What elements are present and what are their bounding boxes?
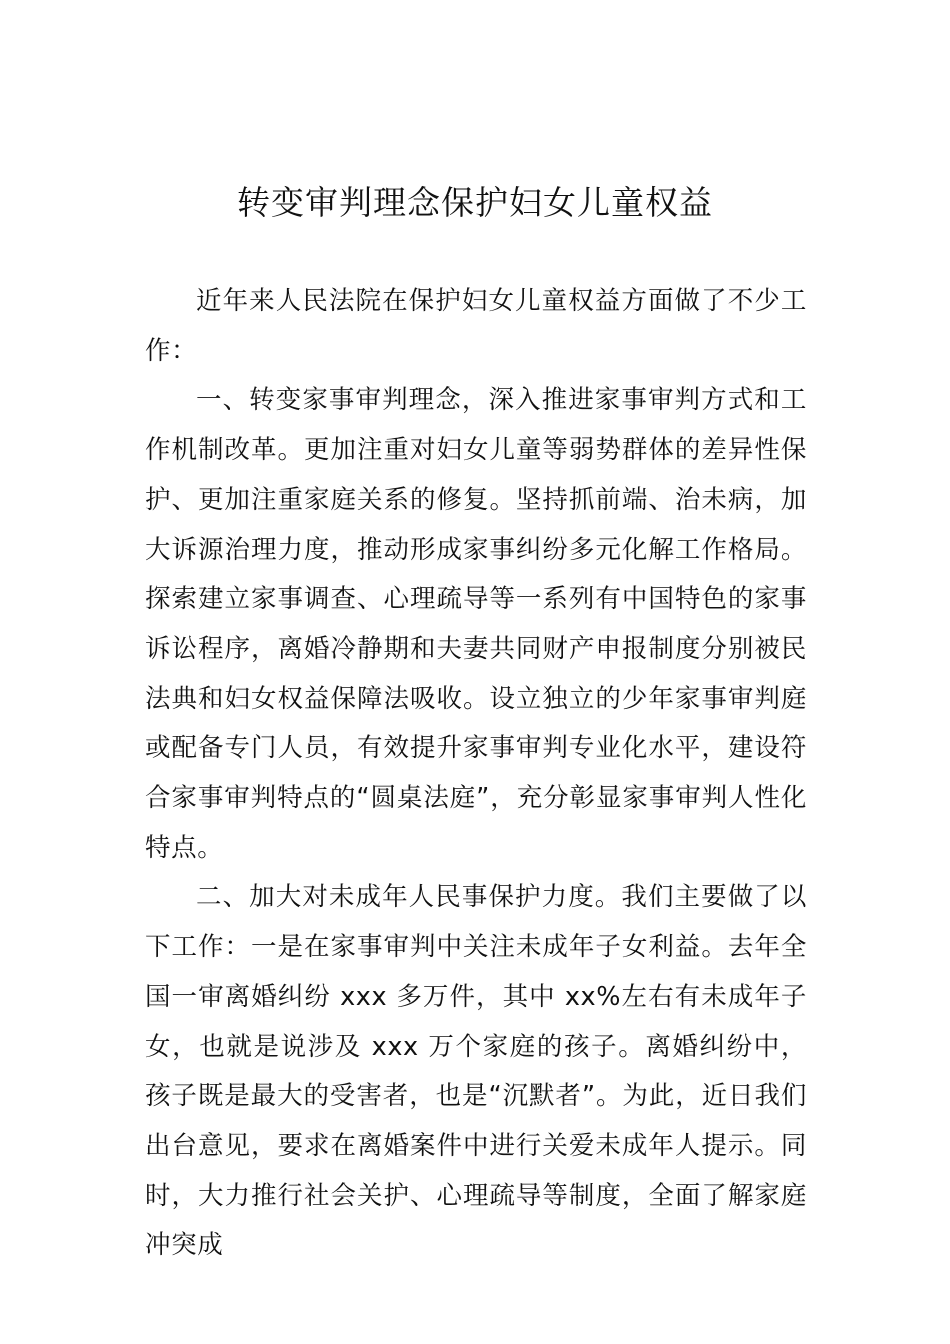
document-title: 转变审判理念保护妇女儿童权益: [237, 183, 713, 222]
document-body: [145, 277, 807, 1271]
paragraph-section-one: 一、转变家事审判理念，深入推进家事审判方式和工作机制改革。更加注重对妇女儿童等弱势群体的差异性保护、更加注重家庭关系的修复。坚持抓前端、治未病，加大诉源治理力度，推动形成家事纠纷多元化解工作格局。探索建立家事调查、心理疏导等一系列有中国特色的家事诉讼程序，离婚冷静期和夫妻共同财产申报制度分别被民法典和妇女权益保障法吸收。设立独立的少年家事审判庭或配备专门人员，有效提升家事审判专业化水平，建设符合家事审判特点的“圆桌法庭”，充分彰显家事审判人性化特点。: [145, 385, 807, 863]
paragraph-intro: 近年来人民法院在保护妇女儿童权益方面做了不少工作：: [145, 286, 807, 366]
paragraph-section-two: 二、加大对未成年人民事保护力度。我们主要做了以下工作：一是在家事审判中关注未成年子女利益。去年全国一审离婚纠纷 xxx 多万件，其中 xx%左右有未成年子女，也就是说涉及 xxx 万个家庭的孩子。离婚纠纷中，孩子既是最大的受害者，也是“沉默者”。为此，近日我们出台意见，要求在离婚案件中进行关爱未成年人提示。同时，大力推行社会关护、心理疏导等制度，全面了解家庭冲突成: [145, 882, 807, 1261]
